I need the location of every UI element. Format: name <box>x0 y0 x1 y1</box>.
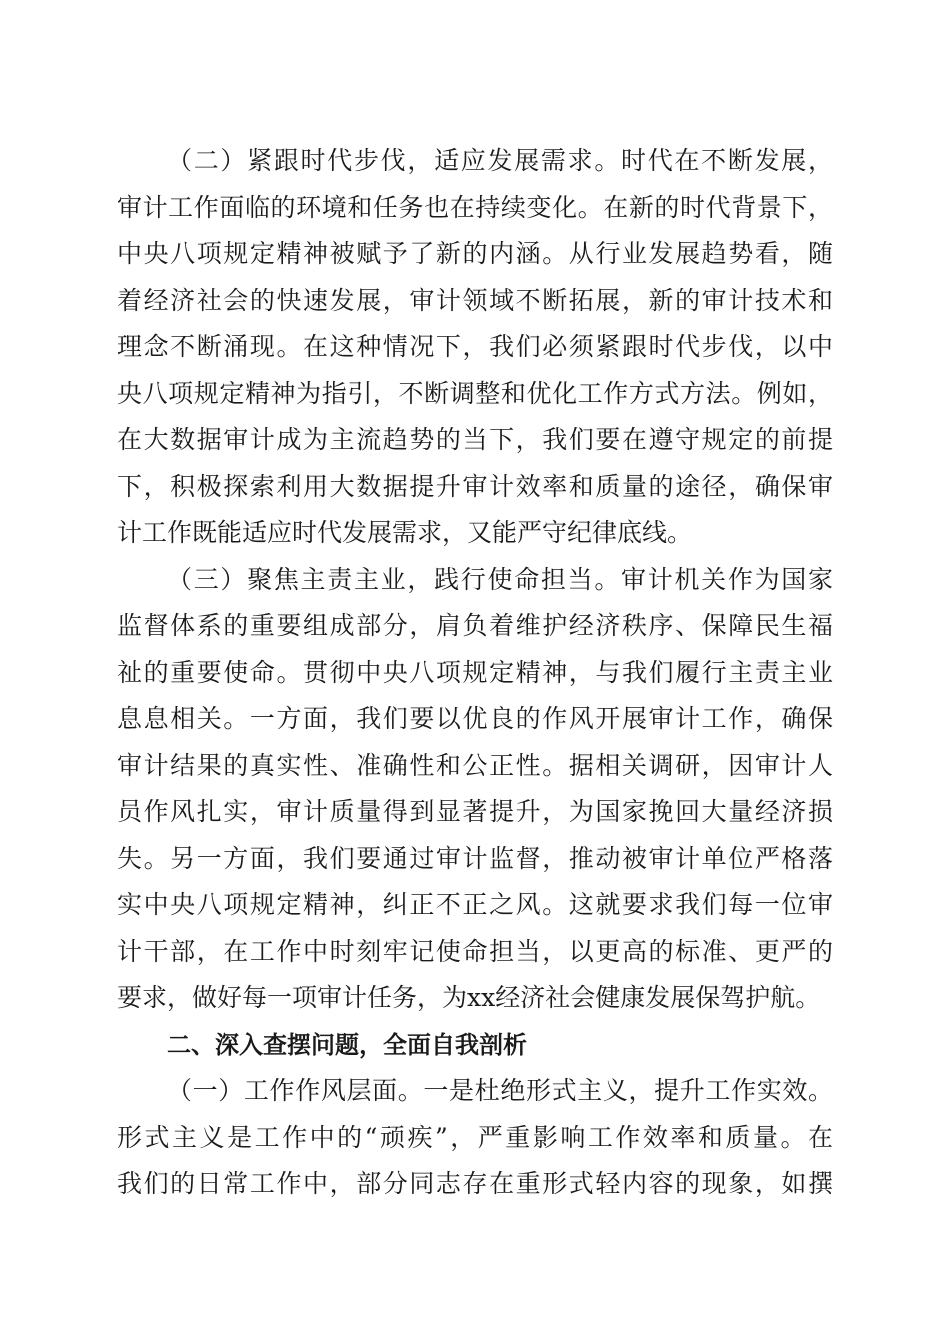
paragraph-section-1 <box>117 1068 833 1208</box>
paragraph-section-2 <box>117 138 833 557</box>
text-line: （三）聚焦主责主业，践行使命担当。审计机关作为国家 <box>167 564 833 594</box>
text-line: 形式主义是工作中的“顽疾”，严重影响工作效率和质量。在 <box>117 1122 833 1152</box>
text-line: 审计工作面临的环境和任务也在持续变化。在新的时代背景下， <box>117 192 833 222</box>
text-line: 着经济社会的快速发展，审计领域不断拓展，新的审计技术和 <box>117 285 833 315</box>
text-line: 要求，做好每一项审计任务，为xx经济社会健康发展保驾护航。 <box>117 983 821 1012</box>
text-line: 计干部，在工作中时刻牢记使命担当，以更高的标准、更严的 <box>117 936 833 966</box>
text-line: 息息相关。一方面，我们要以优良的作风开展审计工作，确保 <box>117 704 833 733</box>
paragraph-section-3 <box>117 557 833 1022</box>
text-line: （一）工作作风层面。一是杜绝形式主义，提升工作实效。 <box>167 1076 833 1105</box>
text-line: 中央八项规定精神被赋予了新的内涵。从行业发展趋势看，随 <box>117 239 833 268</box>
section-heading: 二、深入查摆问题，全面自我剖析 <box>167 1030 527 1059</box>
text-line: 下，积极探索利用大数据提升审计效率和质量的途径，确保审 <box>117 471 833 501</box>
text-line: 实中央八项规定精神，纠正不正之风。这就要求我们每一位审 <box>117 890 833 919</box>
document-body <box>117 138 833 1208</box>
text-line: 祉的重要使命。贯彻中央八项规定精神，与我们履行主责主业 <box>117 657 833 687</box>
text-line: 在大数据审计成为主流趋势的当下，我们要在遵守规定的前提 <box>117 425 833 454</box>
text-line: 监督体系的重要组成部分，肩负着维护经济秩序、保障民生福 <box>117 611 833 640</box>
text-line: 失。另一方面，我们要通过审计监督，推动被审计单位严格落 <box>117 843 833 873</box>
text-line: （二）紧跟时代步伐，适应发展需求。时代在不断发展， <box>167 146 833 175</box>
text-line: 我们的日常工作中，部分同志存在重形式轻内容的现象，如撰 <box>117 1169 833 1198</box>
text-line: 员作风扎实，审计质量得到显著提升，为国家挽回大量经济损 <box>117 797 833 826</box>
text-line: 理念不断涌现。在这种情况下，我们必须紧跟时代步伐，以中 <box>117 332 833 361</box>
text-line: 央八项规定精神为指引，不断调整和优化工作方式方法。例如， <box>117 378 833 408</box>
text-line: 审计结果的真实性、准确性和公正性。据相关调研，因审计人 <box>117 750 833 780</box>
text-line: 计工作既能适应时代发展需求，又能严守纪律底线。 <box>117 518 693 547</box>
